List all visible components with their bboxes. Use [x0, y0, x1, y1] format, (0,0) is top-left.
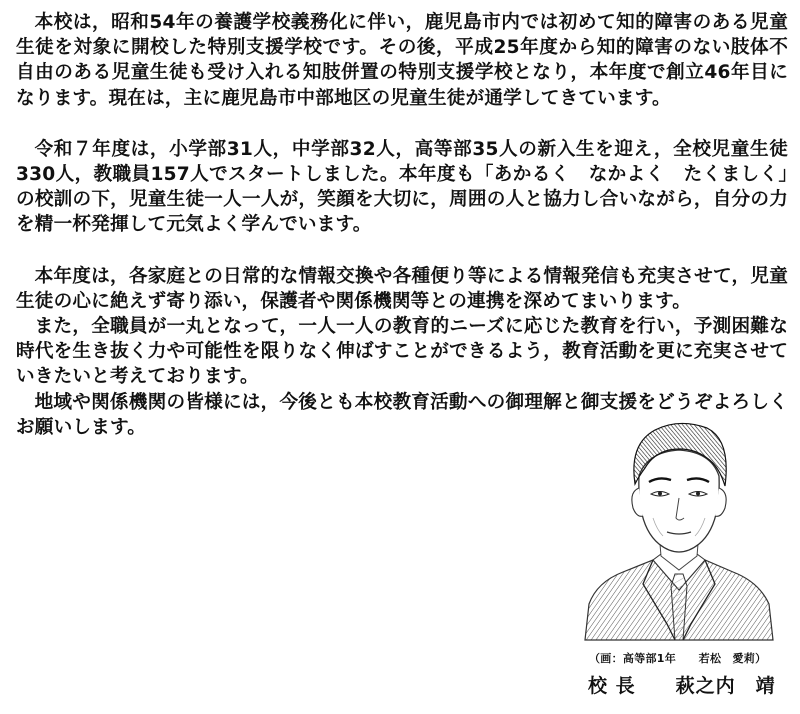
portrait-credit: （画：高等部1年 若松 愛莉） [589, 652, 767, 665]
paragraph-gap [16, 238, 788, 264]
paragraph-communication: 本年度は，各家庭との日常的な情報交換や各種便り等による情報発信も充実させて，児童生徒の心に絶えず寄り添い，保護者や関係機関等との連携を深めてまいります。 [16, 265, 788, 312]
message-body [16, 10, 788, 440]
paragraph-enrollment: 令和７年度は，小学部31人，中学部32人，高等部35人の新入生を迎え，全校児童生徒330人，教職員157人でスタートしました。本年度も「あかるく なかよく たくましく」の校訓の下，児童生徒一人一人が，笑顔を大切に，周囲の人と協力し合いながら，自分の力を精一杯発揮して元気よく学んでいます。 [16, 138, 788, 236]
principal-signature: 校 長 萩之内 靖 [588, 675, 776, 697]
paragraph-gap [16, 111, 788, 137]
principal-portrait-sketch-icon [583, 414, 775, 642]
paragraph-closing: 地域や関係機関の皆様には，今後とも本校教育活動への御理解と御支援をどうぞよろしくお願いします。 [16, 391, 788, 438]
paragraph-staff-goals: また，全職員が一丸となって，一人一人の教育的ニーズに応じた教育を行い，予測困難な時代を生き抜く力や可能性を限りなく伸ばすことができるよう，教育活動を更に充実させていきたいと考えております。 [16, 316, 788, 388]
paragraph-school-history: 本校は，昭和54年の養護学校義務化に伴い，鹿児島市内では初めて知的障害のある児童生徒を対象に開校した特別支援学校です。その後，平成25年度から知的障害のない肢体不自由のある児童生徒も受け入れる知肢併置の特別支援学校となり，本年度で創立46年目になります。現在は，主に鹿児島市中部地区の児童生徒が通学してきています。 [16, 12, 788, 109]
